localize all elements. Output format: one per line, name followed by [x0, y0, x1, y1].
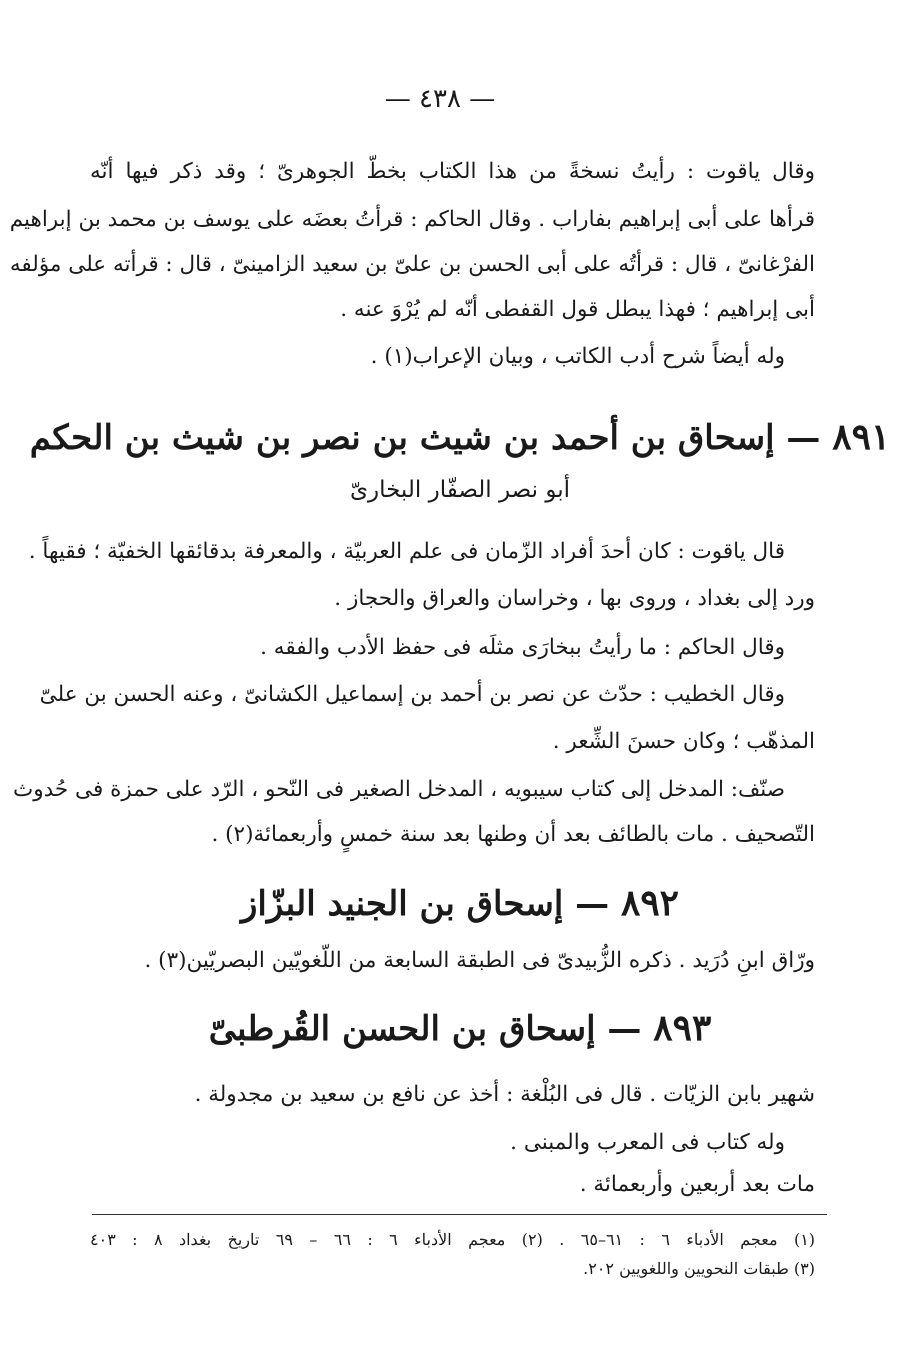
entry-891-line-7: التّصحيف . مات بالطائف بعد أن وطنها بعد سنة خمسٍ وأربعمائة(٢) . — [211, 822, 815, 847]
entry-893-heading — [0, 1007, 920, 1049]
entry-891-line-3: وقال الحاكم : ما رأيتُ ببخارَى مثلَه فى حفظ الأدب والفقه . — [260, 635, 785, 660]
entry-892-dash: — — [575, 884, 610, 924]
entry-891-heading — [0, 416, 920, 458]
entry-892-line-1: ورّاق ابنِ دُرَيد . ذكره الزُّبيدىّ فى الطبقة السابعة من اللّغويّين البصريّين(٣) . — [144, 948, 815, 973]
entry-893-number: ٨٩٣ — [653, 1007, 712, 1049]
entry-891-line-6: صنّف: المدخل إلى كتاب سيبويه ، المدخل الصغير فى النّحو ، الرّد على حمزة فى حُدوث — [13, 777, 785, 802]
entry-891-line-2: ورد إلى بغداد ، وروى بها ، وخراسان والعراق والحجاز . — [334, 586, 815, 611]
entry-891-line-1: قال ياقوت : كان أحدَ أفراد الزّمان فى علم العربيّة ، والمعرفة بدقائقها الخفيّة ؛ فقيهاً . — [28, 539, 785, 564]
entry-892-name: إسحاق بن الجنيد البزّاز — [241, 884, 564, 924]
intro-line-5: وله أيضاً شرح أدب الكاتب ، وبيان الإعراب(١) . — [370, 344, 785, 369]
intro-line-2: قرأها على أبى إبراهيم بفاراب . وقال الحاكم : قرأتُ بعضَه على يوسف بن محمد بن إبراهيم — [9, 207, 815, 232]
footnote-line-2: (٣) طبقات النحويين واللغويين ٢٠٢. — [583, 1259, 815, 1278]
entry-891-line-5: المذهّب ؛ وكان حسنَ الشِّعر . — [552, 729, 815, 754]
entry-892-heading — [0, 882, 920, 924]
entry-891-line-4: وقال الخطيب : حدّث عن نصر بن أحمد بن إسماعيل الكشانىّ ، وعنه الحسن بن علىّ — [39, 682, 785, 707]
intro-line-4: أبى إبراهيم ؛ فهذا يبطل قول القفطى أنّه لم يُرْوَ عنه . — [340, 297, 815, 322]
page-number: — ٤٣٨ — — [384, 84, 496, 114]
footnote-divider — [92, 1214, 827, 1215]
entry-891-subtitle: أبو نصر الصفّار البخارىّ — [349, 477, 571, 503]
entry-893-line-3: مات بعد أربعين وأربعمائة . — [579, 1172, 815, 1197]
intro-line-1: وقال ياقوت : رأيتُ نسخةً من هذا الكتاب بخطّ الجوهرىّ ؛ وقد ذكر فيها أنّه — [90, 159, 815, 184]
entry-891-number: ٨٩١ — [832, 416, 891, 458]
entry-893-dash: — — [607, 1009, 642, 1049]
entry-893-line-1: شهير بابن الزيّات . قال فى البُلْغة : أخذ عن نافع بن سعيد بن مجدولة . — [194, 1082, 815, 1107]
entry-891-name: إسحاق بن أحمد بن شيث بن نصر بن شيث بن الحكم — [29, 418, 775, 458]
footnote-line-1: (١) معجم الأدباء ٦ : ٦١–٦٥ . (٢) معجم الأدباء ٦ : ٦٦ – ٦٩ تاريخ بغداد ٨ : ٤٠٣ — [90, 1230, 816, 1249]
intro-line-3: الفرْغانىّ ، قال : قرأتُه على أبى الحسن بن علىّ بن سعيد الزامينىّ ، قال : قرأته على مؤلفه — [9, 252, 815, 277]
entry-891-dash: — — [786, 418, 821, 458]
entry-893-name: إسحاق بن الحسن القُرطبىّ — [208, 1009, 596, 1049]
entry-892-number: ٨٩٢ — [620, 882, 679, 924]
entry-893-line-2: وله كتاب فى المعرب والمبنى . — [510, 1130, 785, 1155]
